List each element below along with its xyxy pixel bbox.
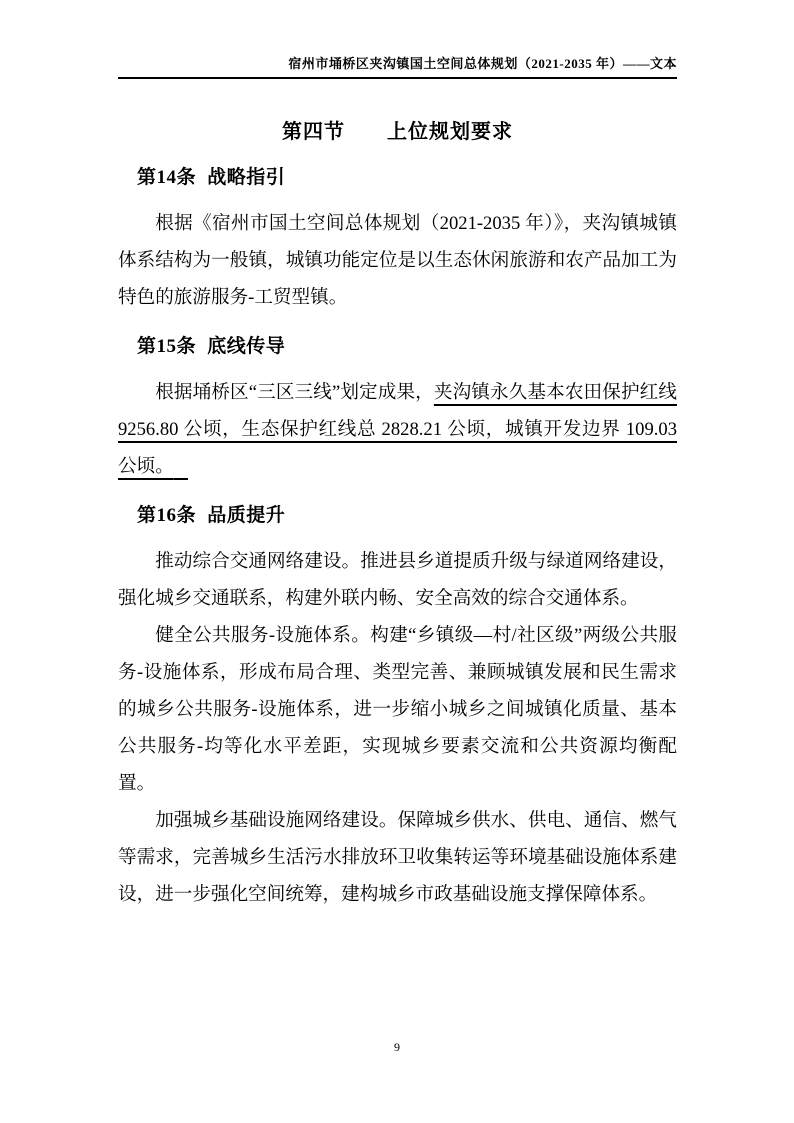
- article-16-paragraph-1: 推动综合交通网络建设。推进县乡道提质升级与绿道网络建设，强化城乡交通联系，构建外联内畅、安全高效的综合交通体系。: [118, 551, 677, 609]
- page-number: 9: [394, 1040, 400, 1054]
- article-15-paragraph: [118, 374, 677, 485]
- article-16-heading: 第16条 品质提升: [137, 505, 286, 526]
- article-15-heading: 第15条 底线传导: [137, 336, 286, 357]
- section-title: 第四节 上位规划要求: [282, 121, 513, 143]
- document-body: [118, 117, 677, 913]
- article-15-lead-text: 根据埇桥区“三区三线”划定成果，: [155, 382, 434, 403]
- page-header: [118, 0, 677, 79]
- article-14-heading: 第14条 战略指引: [137, 167, 286, 188]
- article-16-paragraph-2: 健全公共服务-设施体系。构建“乡镇级—村/社区级”两级公共服务-设施体系，形成布局合理、类型完善、兼顾城镇发展和民生需求的城乡公共服务-设施体系，进一步缩小城乡之间城镇化质量、基本公共服务-均等化水平差距，实现城乡要素交流和公共资源均衡配置。: [118, 625, 677, 794]
- underline-tail: [174, 478, 188, 480]
- article-15-underlined-text: 夹沟镇永久基本农田保护红线 9256.80 公顷，生态保护红线总 2828.21 公顷，城镇开发边界 109.03 公顷。: [118, 382, 677, 477]
- page-footer: [0, 1038, 794, 1056]
- article-16-paragraph-3: 加强城乡基础设施网络建设。保障城乡供水、供电、通信、燃气等需求，完善城乡生活污水排放环卫收集转运等环境基础设施体系建设，进一步强化空间统筹，建构城乡市政基础设施支撑保障体系。: [118, 810, 677, 905]
- header-title: 宿州市埇桥区夹沟镇国土空间总体规划（2021-2035 年）——文本: [288, 56, 677, 71]
- article-14-paragraph: 根据《宿州市国土空间总体规划（2021-2035 年）》，夹沟镇城镇体系结构为一般镇，城镇功能定位是以生态休闲旅游和农产品加工为特色的旅游服务-工贸型镇。: [118, 213, 677, 308]
